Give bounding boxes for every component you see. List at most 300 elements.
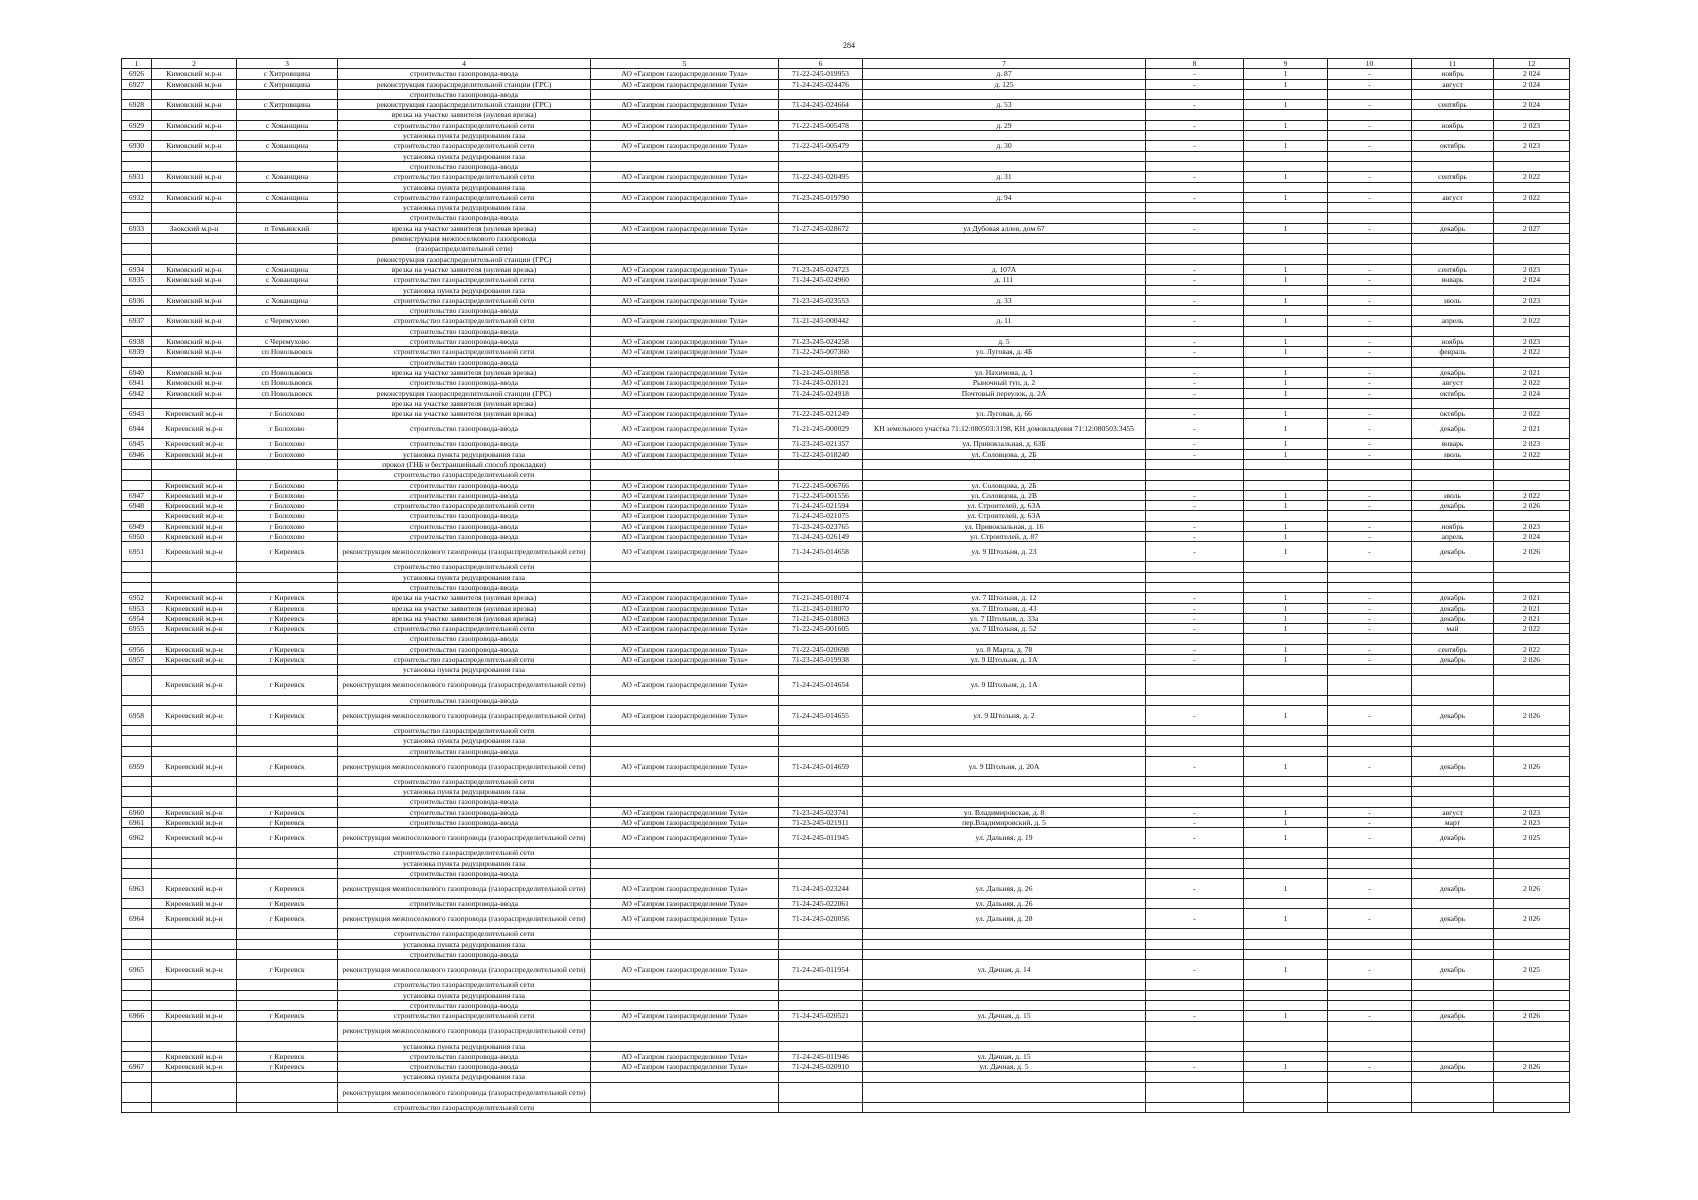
cell-row-number <box>122 572 152 582</box>
cell-month <box>1412 787 1494 797</box>
cell-district: Кимовский м.р-н <box>152 347 237 357</box>
column-header-9: 9 <box>1244 59 1328 69</box>
table-row <box>122 909 1570 929</box>
cell-col-8: - <box>1146 192 1244 202</box>
cell-district <box>152 562 237 572</box>
cell-col-10: - <box>1328 120 1412 130</box>
cell-settlement: с Хованщина <box>237 120 338 130</box>
cell-row-number: 6935 <box>122 275 152 285</box>
table-row <box>122 337 1570 347</box>
column-header-2: 2 <box>152 59 237 69</box>
cell-address: ул. Дальняя, д. 26 <box>863 899 1146 909</box>
cell-row-number <box>122 725 152 735</box>
cell-col-9: 1 <box>1244 449 1328 459</box>
cell-month: октябрь <box>1412 409 1494 419</box>
cell-application-id: 71-24-245-011946 <box>779 1051 863 1061</box>
cell-address: ул. Луговая, д. 4Б <box>863 347 1146 357</box>
cell-district: Киреевский м.р-н <box>152 511 237 521</box>
cell-col-8 <box>1146 110 1244 120</box>
cell-address: ул. 9 Штольня, д. 1А <box>863 655 1146 665</box>
cell-month <box>1412 459 1494 469</box>
cell-col-10 <box>1328 459 1412 469</box>
cell-col-8 <box>1146 1021 1244 1041</box>
cell-work-type: строительство газопровода-ввода <box>338 439 591 449</box>
cell-application-id <box>779 459 863 469</box>
cell-settlement <box>237 990 338 1000</box>
cell-district: Киреевский м.р-н <box>152 1011 237 1021</box>
cell-year: 2 025 <box>1494 828 1570 848</box>
cell-col-8: - <box>1146 807 1244 817</box>
cell-year <box>1494 89 1570 99</box>
cell-address: Почтовый переулок, д. 2А <box>863 388 1146 398</box>
cell-district: Киреевский м.р-н <box>152 909 237 929</box>
cell-work-type: строительство газораспределительной сети <box>338 1102 591 1112</box>
cell-operator <box>591 787 779 797</box>
cell-address <box>863 398 1146 408</box>
table-row <box>122 899 1570 909</box>
cell-district: Кимовский м.р-н <box>152 388 237 398</box>
cell-work-type: врезка на участке заявителя (нулевая врезка) <box>338 613 591 623</box>
cell-row-number <box>122 665 152 675</box>
cell-row-number <box>122 736 152 746</box>
cell-address <box>863 182 1146 192</box>
cell-year: 2 022 <box>1494 449 1570 459</box>
cell-operator <box>591 746 779 756</box>
cell-year: 2 023 <box>1494 295 1570 305</box>
cell-district: Кимовский м.р-н <box>152 69 237 79</box>
cell-operator <box>591 776 779 786</box>
cell-month: август <box>1412 79 1494 89</box>
cell-col-8 <box>1146 725 1244 735</box>
cell-address: ул. 9 Штольня, д. 23 <box>863 542 1146 562</box>
cell-year <box>1494 213 1570 223</box>
table-row <box>122 582 1570 592</box>
cell-district <box>152 244 237 254</box>
table-row <box>122 490 1570 500</box>
table-row <box>122 285 1570 295</box>
cell-col-9: 1 <box>1244 879 1328 899</box>
cell-settlement: с Черемухово <box>237 316 338 326</box>
cell-settlement: г Болохово <box>237 532 338 542</box>
cell-operator <box>591 459 779 469</box>
cell-application-id: 71-22-245-005479 <box>779 141 863 151</box>
cell-col-8: - <box>1146 655 1244 665</box>
cell-district <box>152 398 237 408</box>
cell-month <box>1412 1021 1494 1041</box>
cell-row-number: 6939 <box>122 347 152 357</box>
cell-settlement <box>237 285 338 295</box>
cell-operator: АО «Газпром газораспределение Тула» <box>591 603 779 613</box>
table-row <box>122 725 1570 735</box>
cell-work-type: установка пункта редуцирования газа <box>338 787 591 797</box>
table-row <box>122 929 1570 939</box>
cell-col-10: - <box>1328 909 1412 929</box>
cell-work-type: реконструкция межпоселкового газопровода (газораспределительной сети) <box>338 828 591 848</box>
cell-year <box>1494 868 1570 878</box>
cell-work-type: реконструкция газораспределительной станции (ГРС) <box>338 79 591 89</box>
cell-work-type: строительство газопровода-ввода <box>338 807 591 817</box>
cell-col-9 <box>1244 990 1328 1000</box>
cell-row-number: 6965 <box>122 960 152 980</box>
cell-district: Киреевский м.р-н <box>152 409 237 419</box>
cell-month: август <box>1412 378 1494 388</box>
cell-year <box>1494 634 1570 644</box>
cell-work-type: строительство газопровода-ввода <box>338 818 591 828</box>
cell-district <box>152 1021 237 1041</box>
cell-operator <box>591 110 779 120</box>
cell-month: декабрь <box>1412 655 1494 665</box>
cell-work-type: установка пункта редуцирования газа <box>338 736 591 746</box>
cell-district: Киреевский м.р-н <box>152 439 237 449</box>
cell-work-type: установка пункта редуцирования газа <box>338 939 591 949</box>
cell-col-8 <box>1146 695 1244 705</box>
cell-work-type: строительство газораспределительной сети <box>338 1011 591 1021</box>
cell-settlement: сп Новольвовск <box>237 388 338 398</box>
cell-settlement: г Киреевск <box>237 818 338 828</box>
cell-col-10 <box>1328 675 1412 695</box>
cell-month: январь <box>1412 439 1494 449</box>
table-row <box>122 254 1570 264</box>
cell-district <box>152 213 237 223</box>
cell-district: Кимовский м.р-н <box>152 192 237 202</box>
table-row <box>122 655 1570 665</box>
cell-col-8: - <box>1146 1062 1244 1072</box>
cell-work-type: (газораспределительной сети) <box>338 244 591 254</box>
cell-operator <box>591 797 779 807</box>
cell-application-id: 71-24-245-020121 <box>779 378 863 388</box>
cell-col-9: 1 <box>1244 828 1328 848</box>
cell-address: ул. Строителей, д. 63А <box>863 501 1146 511</box>
cell-year: 2 023 <box>1494 141 1570 151</box>
cell-settlement <box>237 665 338 675</box>
cell-work-type: строительство газопровода-ввода <box>338 69 591 79</box>
cell-col-9 <box>1244 1000 1328 1010</box>
cell-address <box>863 1000 1146 1010</box>
cell-col-8 <box>1146 306 1244 316</box>
cell-row-number: 6933 <box>122 223 152 233</box>
cell-col-10: - <box>1328 603 1412 613</box>
table-row <box>122 480 1570 490</box>
cell-col-10: - <box>1328 828 1412 848</box>
cell-col-8: - <box>1146 439 1244 449</box>
cell-work-type: строительство газопровода-ввода <box>338 511 591 521</box>
cell-application-id <box>779 725 863 735</box>
cell-col-9 <box>1244 929 1328 939</box>
cell-work-type: строительство газопровода-ввода <box>338 1062 591 1072</box>
cell-district: Киреевский м.р-н <box>152 490 237 500</box>
cell-row-number <box>122 1082 152 1102</box>
cell-col-10: - <box>1328 264 1412 274</box>
cell-district <box>152 285 237 295</box>
cell-row-number <box>122 213 152 223</box>
cell-operator <box>591 398 779 408</box>
cell-work-type: врезка на участке заявителя (нулевая врезка) <box>338 398 591 408</box>
cell-col-9: 1 <box>1244 644 1328 654</box>
cell-work-type: строительство газораспределительной сети <box>338 120 591 130</box>
cell-month <box>1412 1051 1494 1061</box>
cell-col-9: 1 <box>1244 1062 1328 1072</box>
cell-col-9 <box>1244 151 1328 161</box>
cell-application-id <box>779 151 863 161</box>
cell-work-type: строительство газопровода-ввода <box>338 337 591 347</box>
cell-work-type: установка пункта редуцирования газа <box>338 285 591 295</box>
cell-application-id <box>779 858 863 868</box>
table-row <box>122 419 1570 439</box>
cell-col-9: 1 <box>1244 409 1328 419</box>
cell-address <box>863 562 1146 572</box>
cell-col-8: - <box>1146 879 1244 899</box>
cell-year: 2 022 <box>1494 624 1570 634</box>
cell-year: 2 022 <box>1494 316 1570 326</box>
cell-year: 2 027 <box>1494 223 1570 233</box>
cell-work-type: установка пункта редуцирования газа <box>338 449 591 459</box>
cell-year: 2 026 <box>1494 756 1570 776</box>
cell-work-type: строительство газопровода-ввода <box>338 797 591 807</box>
cell-col-10: - <box>1328 79 1412 89</box>
cell-row-number <box>122 858 152 868</box>
cell-row-number <box>122 234 152 244</box>
cell-col-8: - <box>1146 316 1244 326</box>
cell-col-8: - <box>1146 603 1244 613</box>
cell-row-number: 6944 <box>122 419 152 439</box>
cell-year <box>1494 1041 1570 1051</box>
cell-col-9: 1 <box>1244 613 1328 623</box>
cell-work-type: врезка на участке заявителя (нулевая врезка) <box>338 603 591 613</box>
table-row <box>122 89 1570 99</box>
cell-settlement: г Киреевск <box>237 828 338 848</box>
cell-application-id: 71-21-245-000029 <box>779 419 863 439</box>
cell-col-9: 1 <box>1244 378 1328 388</box>
cell-row-number <box>122 899 152 909</box>
cell-district <box>152 182 237 192</box>
cell-year: 2 026 <box>1494 1011 1570 1021</box>
cell-settlement: г Киреевск <box>237 807 338 817</box>
cell-col-8: - <box>1146 120 1244 130</box>
cell-col-10: - <box>1328 419 1412 439</box>
cell-month: декабрь <box>1412 960 1494 980</box>
cell-address <box>863 725 1146 735</box>
cell-address: ул. Дачная, д. 15 <box>863 1051 1146 1061</box>
cell-application-id <box>779 736 863 746</box>
cell-application-id: 71-24-245-020910 <box>779 1062 863 1072</box>
cell-row-number: 6967 <box>122 1062 152 1072</box>
cell-col-10: - <box>1328 439 1412 449</box>
cell-settlement <box>237 1102 338 1112</box>
cell-col-9 <box>1244 511 1328 521</box>
cell-district: Кимовский м.р-н <box>152 264 237 274</box>
column-header-6: 6 <box>779 59 863 69</box>
table-row <box>122 79 1570 89</box>
cell-operator <box>591 213 779 223</box>
cell-settlement: г Киреевск <box>237 756 338 776</box>
cell-application-id <box>779 562 863 572</box>
cell-year <box>1494 285 1570 295</box>
cell-year <box>1494 990 1570 1000</box>
cell-operator <box>591 990 779 1000</box>
cell-col-8 <box>1146 929 1244 939</box>
cell-row-number <box>122 980 152 990</box>
cell-settlement <box>237 203 338 213</box>
table-row <box>122 306 1570 316</box>
cell-col-9 <box>1244 562 1328 572</box>
cell-district: Киреевский м.р-н <box>152 675 237 695</box>
cell-application-id <box>779 950 863 960</box>
cell-work-type: реконструкция газораспределительной станции (ГРС) <box>338 254 591 264</box>
cell-settlement: г Киреевск <box>237 1062 338 1072</box>
cell-col-9: 1 <box>1244 532 1328 542</box>
cell-month <box>1412 725 1494 735</box>
cell-address: д. 94 <box>863 192 1146 202</box>
cell-month: декабрь <box>1412 223 1494 233</box>
cell-col-8: - <box>1146 960 1244 980</box>
table-row <box>122 562 1570 572</box>
cell-row-number <box>122 848 152 858</box>
cell-work-type: строительство газораспределительной сети <box>338 624 591 634</box>
cell-year: 2 021 <box>1494 603 1570 613</box>
cell-address: ул. 7 Штольня, д. 33а <box>863 613 1146 623</box>
cell-settlement: сп Новольвовск <box>237 367 338 377</box>
cell-col-10: - <box>1328 521 1412 531</box>
cell-settlement: г Киреевск <box>237 624 338 634</box>
cell-work-type: строительство газораспределительной сети <box>338 470 591 480</box>
cell-year <box>1494 459 1570 469</box>
cell-address <box>863 939 1146 949</box>
cell-application-id <box>779 939 863 949</box>
cell-month: сентябрь <box>1412 172 1494 182</box>
cell-operator: АО «Газпром газораспределение Тула» <box>591 909 779 929</box>
cell-col-10: - <box>1328 613 1412 623</box>
table-row <box>122 521 1570 531</box>
table-row <box>122 192 1570 202</box>
cell-operator <box>591 929 779 939</box>
cell-col-10 <box>1328 511 1412 521</box>
cell-year: 2 025 <box>1494 960 1570 980</box>
cell-month <box>1412 161 1494 171</box>
table-row <box>122 1051 1570 1061</box>
table-row <box>122 378 1570 388</box>
table-row <box>122 409 1570 419</box>
cell-year <box>1494 797 1570 807</box>
cell-address <box>863 787 1146 797</box>
cell-application-id: 71-23-245-023765 <box>779 521 863 531</box>
cell-row-number: 6954 <box>122 613 152 623</box>
cell-col-8: - <box>1146 542 1244 562</box>
cell-col-9 <box>1244 110 1328 120</box>
cell-row-number <box>122 1072 152 1082</box>
cell-work-type: врезка на участке заявителя (нулевая врезка) <box>338 367 591 377</box>
cell-address: ул. Дачная, д. 15 <box>863 1011 1146 1021</box>
table-row <box>122 1072 1570 1082</box>
cell-row-number <box>122 990 152 1000</box>
cell-operator <box>591 89 779 99</box>
cell-settlement <box>237 582 338 592</box>
cell-year <box>1494 980 1570 990</box>
cell-col-8 <box>1146 665 1244 675</box>
cell-work-type: реконструкция межпоселкового газопровода (газораспределительной сети) <box>338 756 591 776</box>
cell-settlement <box>237 326 338 336</box>
cell-operator: АО «Газпром газораспределение Тула» <box>591 1011 779 1021</box>
cell-operator <box>591 203 779 213</box>
cell-month <box>1412 797 1494 807</box>
cell-address: ул. Строителей, д. 87 <box>863 532 1146 542</box>
cell-address: ул. Дальняя, д. 19 <box>863 828 1146 848</box>
cell-district: Киреевский м.р-н <box>152 449 237 459</box>
cell-address: д. 29 <box>863 120 1146 130</box>
cell-settlement <box>237 950 338 960</box>
cell-col-10 <box>1328 980 1412 990</box>
cell-operator <box>591 1021 779 1041</box>
cell-col-8 <box>1146 89 1244 99</box>
cell-work-type: реконструкция межпоселкового газопровода (газораспределительной сети) <box>338 909 591 929</box>
cell-row-number: 6966 <box>122 1011 152 1021</box>
table-row <box>122 244 1570 254</box>
cell-operator: АО «Газпром газораспределение Тула» <box>591 409 779 419</box>
cell-year <box>1494 562 1570 572</box>
cell-address <box>863 1041 1146 1051</box>
table-row <box>122 203 1570 213</box>
cell-col-10 <box>1328 899 1412 909</box>
cell-col-10 <box>1328 306 1412 316</box>
cell-address: ул. Владимировская, д. 8 <box>863 807 1146 817</box>
cell-col-8: - <box>1146 818 1244 828</box>
cell-month <box>1412 1082 1494 1102</box>
cell-month: июль <box>1412 490 1494 500</box>
cell-month: июль <box>1412 295 1494 305</box>
column-header-3: 3 <box>237 59 338 69</box>
table-row <box>122 275 1570 285</box>
cell-col-10 <box>1328 1021 1412 1041</box>
cell-address: ул. Нахимова, д. 1 <box>863 367 1146 377</box>
cell-col-8 <box>1146 1102 1244 1112</box>
table-row <box>122 705 1570 725</box>
cell-row-number <box>122 326 152 336</box>
table-row <box>122 603 1570 613</box>
cell-year: 2 021 <box>1494 419 1570 439</box>
cell-work-type: установка пункта редуцирования газа <box>338 990 591 1000</box>
cell-operator <box>591 939 779 949</box>
cell-work-type: установка пункта редуцирования газа <box>338 1072 591 1082</box>
cell-work-type: строительство газораспределительной сети <box>338 655 591 665</box>
cell-col-9 <box>1244 776 1328 786</box>
cell-row-number <box>122 459 152 469</box>
cell-application-id: 71-22-245-020698 <box>779 644 863 654</box>
cell-col-8: - <box>1146 409 1244 419</box>
cell-address <box>863 89 1146 99</box>
cell-operator <box>591 131 779 141</box>
cell-work-type: строительство газопровода-ввода <box>338 1051 591 1061</box>
table-row <box>122 960 1570 980</box>
cell-year: 2 022 <box>1494 409 1570 419</box>
cell-col-10: - <box>1328 141 1412 151</box>
table-row <box>122 593 1570 603</box>
cell-application-id: 71-24-245-020521 <box>779 1011 863 1021</box>
cell-application-id: 71-24-245-014654 <box>779 675 863 695</box>
cell-year: 2 022 <box>1494 347 1570 357</box>
cell-operator: АО «Газпром газораспределение Тула» <box>591 807 779 817</box>
cell-address <box>863 234 1146 244</box>
table-row <box>122 141 1570 151</box>
cell-work-type: строительство газопровода-ввода <box>338 644 591 654</box>
cell-district <box>152 990 237 1000</box>
column-header-7: 7 <box>863 59 1146 69</box>
cell-district <box>152 797 237 807</box>
cell-month <box>1412 203 1494 213</box>
cell-col-10 <box>1328 480 1412 490</box>
cell-operator: АО «Газпром газораспределение Тула» <box>591 899 779 909</box>
cell-col-8: - <box>1146 909 1244 929</box>
cell-month <box>1412 776 1494 786</box>
cell-col-9 <box>1244 848 1328 858</box>
